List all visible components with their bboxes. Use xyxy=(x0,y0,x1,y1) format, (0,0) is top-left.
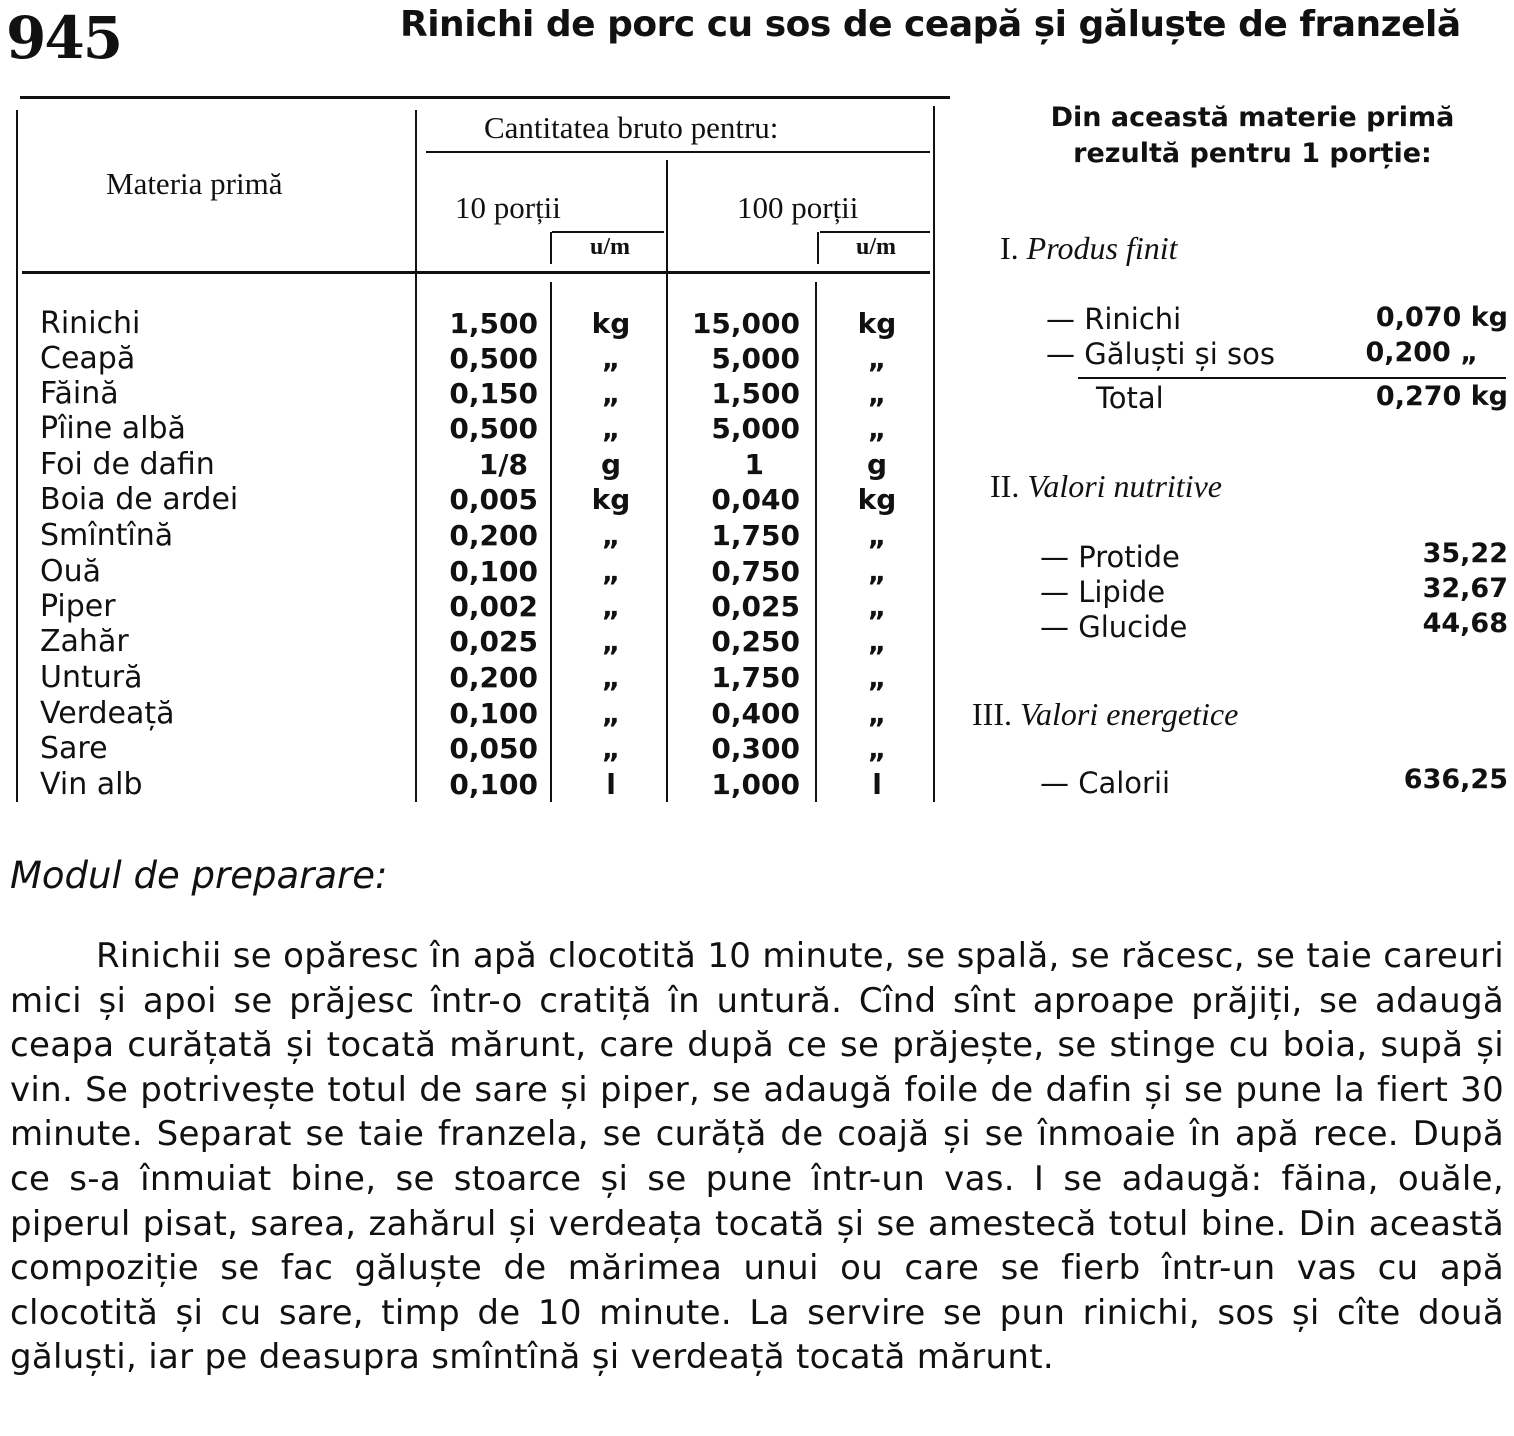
col-header-quantity: Cantitatea bruto pentru: xyxy=(484,110,779,145)
item-name: — Rinichi xyxy=(1046,302,1182,336)
item-name: — Glucide xyxy=(1040,610,1188,644)
table-row xyxy=(0,376,940,411)
unit-100: kg xyxy=(857,483,897,516)
section-number: II. xyxy=(990,468,1020,504)
unit-10: „ xyxy=(601,625,621,658)
ingredient-name: Rinichi xyxy=(40,306,141,341)
section-label: Produs finit xyxy=(1026,230,1178,266)
qty-10: 0,100 xyxy=(449,697,538,730)
item-name: — Lipide xyxy=(1040,575,1166,609)
qty-100: 0,250 xyxy=(711,625,800,658)
table-row xyxy=(0,767,940,802)
unit-100: kg xyxy=(857,307,897,340)
unit-100: l xyxy=(872,768,882,801)
unit-10: „ xyxy=(601,519,621,552)
table-row xyxy=(0,306,940,341)
item-name: — Protide xyxy=(1040,540,1180,574)
qty-10: 0,002 xyxy=(449,590,538,623)
qty-100: 1,750 xyxy=(711,661,800,694)
qty-10: 0,050 xyxy=(449,732,538,765)
item-value: 0,070 kg xyxy=(1375,302,1508,333)
section-label: Valori energetice xyxy=(1019,696,1239,732)
qty-10: 0,200 xyxy=(449,519,538,552)
table-row xyxy=(0,341,940,376)
unit-100: „ xyxy=(867,555,887,588)
header-bottom-rule xyxy=(22,271,930,274)
item-name: — Găluști și sos xyxy=(1046,337,1275,371)
ingredient-name: Făină xyxy=(40,376,119,411)
section-finished-product-title xyxy=(1000,230,1177,267)
header-sub-rule xyxy=(426,151,930,153)
qty-100: 0,400 xyxy=(711,697,800,730)
ingredient-name: Boia de ardei xyxy=(40,482,239,517)
table-row xyxy=(0,660,940,695)
qty-10: 1/8 xyxy=(478,448,528,481)
ingredient-name: Verdeață xyxy=(40,696,175,731)
qty-10: 0,500 xyxy=(449,342,538,375)
total-value: 0,270 kg xyxy=(1375,381,1508,412)
col-header-material: Materia primă xyxy=(106,166,283,201)
unit-100: „ xyxy=(867,412,887,445)
recipe-title: Rinichi de porc cu sos de ceapă și găluște de franzelă xyxy=(400,4,1461,45)
total-label: Total xyxy=(1096,381,1164,415)
unit-10: „ xyxy=(601,342,621,375)
qty-100: 1,750 xyxy=(711,519,800,552)
qty-100: 0,300 xyxy=(711,732,800,765)
qty-100: 0,040 xyxy=(711,483,800,516)
qty-10: 0,500 xyxy=(449,412,538,445)
unit-rule-10 xyxy=(552,231,664,233)
unit-10: kg xyxy=(591,483,631,516)
unit-10: „ xyxy=(601,661,621,694)
item-value: 636,25 xyxy=(1403,764,1508,795)
preparation-title: Modul de preparare: xyxy=(10,854,388,897)
qty-100: 5,000 xyxy=(711,342,800,375)
table-row xyxy=(0,411,940,446)
unit-100: „ xyxy=(867,697,887,730)
ingredient-name: Untură xyxy=(40,660,143,695)
qty-10: 0,150 xyxy=(449,377,538,410)
qty-100: 15,000 xyxy=(691,307,800,340)
qty-100: 0,025 xyxy=(711,590,800,623)
table-row xyxy=(0,447,940,482)
unit-10: „ xyxy=(601,697,621,730)
unit-100: „ xyxy=(867,590,887,623)
ingredient-name: Vin alb xyxy=(40,767,143,802)
unit-100: „ xyxy=(867,342,887,375)
ingredient-name: Pîine albă xyxy=(40,411,186,446)
unit-10: „ xyxy=(601,412,621,445)
qty-100: 1,000 xyxy=(711,768,800,801)
preparation-text: Rinichii se opăresc în apă clocotită 10 minute, se spală, se răcesc, se taie careuri mici și apoi se prăjesc într-o cratiță în untură. Cînd sînt aproape prăjiți, se adaugă ceapa curățată și tocată mărunt, care după ce se prăjește, se stinge cu boia, supă și vin. Se potrivește totul de sare și piper, se adaugă foile de dafin și se pune la fiert 30 minute. Separat se taie franzela, se curăță de coajă și se înmoaie în apă rece. După ce s-a înmuiat bine, se stoarce și se pune într-un vas. I se adaugă: făina, ouăle, piperul pisat, sarea, zahărul și verdeața tocată și se amestecă totul bine. Din această compoziție se fac găluște de mărimea unui ou care se fierb într-un vas cu apă clocotită și cu sare, timp de 10 minute. La servire se pun rinichi, sos și cîte două găluști, iar pe deasupra smîntînă și verdeață tocată mărunt. xyxy=(10,936,1504,1378)
table-row xyxy=(0,554,940,589)
unit-100: „ xyxy=(867,732,887,765)
section-energy-title xyxy=(972,696,1238,733)
ingredient-name: Ceapă xyxy=(40,341,136,376)
qty-100: 1 xyxy=(744,448,764,481)
table-row xyxy=(0,624,940,659)
section-number: III. xyxy=(972,696,1012,732)
table-row xyxy=(0,482,940,517)
table-row xyxy=(0,731,940,766)
unit-100: „ xyxy=(867,519,887,552)
ingredient-name: Foi de dafin xyxy=(40,447,215,482)
ingredient-name: Sare xyxy=(40,731,108,766)
item-value: 32,67 xyxy=(1422,573,1508,604)
ingredient-name: Ouă xyxy=(40,554,102,589)
unit-10: „ xyxy=(601,377,621,410)
ingredients-table xyxy=(0,0,950,810)
unit-10: g xyxy=(600,448,622,481)
unit-10: „ xyxy=(601,590,621,623)
total-rule xyxy=(1078,377,1506,379)
item-value: 44,68 xyxy=(1422,608,1508,639)
unit-10: l xyxy=(606,768,616,801)
qty-100: 1,500 xyxy=(711,377,800,410)
unit-100: „ xyxy=(867,661,887,694)
ingredient-name: Piper xyxy=(40,589,116,624)
table-row xyxy=(0,696,940,731)
section-nutritive-title xyxy=(990,468,1222,505)
unit-100: „ xyxy=(867,625,887,658)
table-top-rule xyxy=(20,96,950,99)
unit-header-10: u/m xyxy=(589,234,630,260)
col-header-10-portions: 10 porții xyxy=(455,190,561,225)
qty-100: 0,750 xyxy=(711,555,800,588)
col-divider-unit100 xyxy=(817,232,819,264)
yield-heading: Din această materie primă rezultă pentru 1 porție: xyxy=(1050,102,1455,169)
unit-100: g xyxy=(866,448,888,481)
item-value: 0,200 „ xyxy=(1365,337,1478,368)
table-row xyxy=(0,518,940,553)
recipe-number: 945 xyxy=(6,4,122,72)
unit-10: „ xyxy=(601,555,621,588)
qty-10: 0,005 xyxy=(449,483,538,516)
unit-100: „ xyxy=(867,377,887,410)
qty-10: 0,025 xyxy=(449,625,538,658)
table-row xyxy=(0,589,940,624)
unit-10: kg xyxy=(591,307,631,340)
section-label: Valori nutritive xyxy=(1027,468,1222,504)
col-divider-unit10 xyxy=(550,232,552,264)
qty-10: 0,100 xyxy=(449,555,538,588)
section-number: I. xyxy=(1000,230,1019,266)
qty-10: 0,100 xyxy=(449,768,538,801)
col-header-100-portions: 100 porții xyxy=(737,190,859,225)
qty-10: 1,500 xyxy=(449,307,538,340)
ingredient-name: Zahăr xyxy=(40,624,129,659)
unit-header-100: u/m xyxy=(855,234,896,260)
unit-10: „ xyxy=(601,732,621,765)
item-name: — Calorii xyxy=(1040,766,1171,800)
qty-100: 5,000 xyxy=(711,412,800,445)
ingredient-name: Smîntînă xyxy=(40,518,174,553)
unit-rule-100 xyxy=(820,231,930,233)
qty-10: 0,200 xyxy=(449,661,538,694)
item-value: 35,22 xyxy=(1422,538,1508,569)
